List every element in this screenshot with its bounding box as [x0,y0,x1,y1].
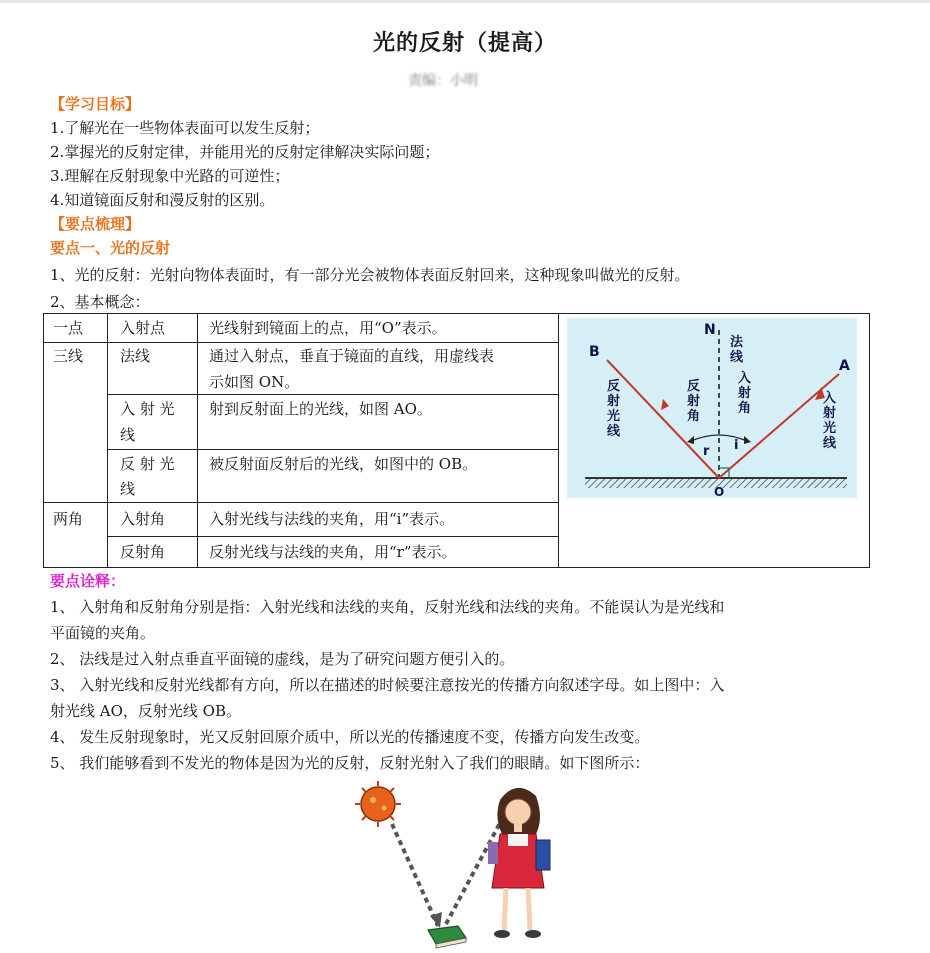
table-cell-term: 线 [120,480,136,498]
reflected-ray [607,360,719,478]
table-cell-group: 三线 [53,347,84,365]
reflection-angle-label: 反射角 [687,379,701,424]
illustration-svg [340,778,580,949]
table-cell-desc: 射到反射面上的光线，如图 AO。 [209,400,432,418]
label-i: i [734,438,739,453]
table-cell-term: 线 [120,426,136,444]
goal-item: 3.理解在反射现象中光路的可逆性； [50,167,290,185]
reflection-diagram-svg [567,318,857,498]
table-cell-desc: 示如图 ON。 [209,373,300,391]
note-line: 平面镜的夹角。 [50,624,156,642]
notes-heading: 要点诠释： [50,572,126,590]
point1-heading: 要点一、光的反射 [50,239,171,257]
reflected-arrow [661,399,669,410]
author-line: 责编：小明 [408,73,478,89]
table-cell-group: 两角 [53,510,84,528]
note-line: 2、 法线是过入射点垂直平面镜的虚线，是为了研究问题方便引入的。 [50,650,515,668]
notes-section [50,568,865,776]
note-line: 4、 发生反射现象时，光又反射回原介质中，所以光的传播速度不变，传播方向发生改变。 [50,728,650,746]
point1-item: 1、光的反射：光射向物体表面时，有一部分光会被物体表面反射回来，这种现象叫做光的反射。 [50,266,690,284]
table-cell-term: 入 射 光 [120,400,175,418]
goal-item: 4.知道镜面反射和漫反射的区别。 [50,191,275,209]
label-O: O [714,485,725,498]
book-icon [428,926,466,948]
girl-figure-icon [488,788,550,938]
table-cell-desc: 被反射面反射后的光线，如图中的 OB。 [209,455,478,473]
note-line: 1、 入射角和反射角分别是指：入射光线和法线的夹角，反射光线和法线的夹角。不能误认为是光线和 [50,598,725,616]
incident-angle-label: 入射角 [738,371,752,416]
points-heading: 【要点梳理】 [50,215,141,233]
table-cell-term: 反 射 光 [120,455,175,473]
table-cell-term: 法线 [120,347,151,365]
goal-item: 1.了解光在一些物体表面可以发生反射； [50,119,320,137]
incident-ray-label: 入射光线 [823,391,837,451]
top-rule [0,0,930,3]
label-r: r [703,444,710,459]
seeing-objects-illustration [340,778,580,949]
label-N: N [704,322,716,338]
reflection-diagram [567,318,857,498]
arc-arrow-right [744,436,751,444]
intro-section [50,92,870,314]
goal-item: 2.掌握光的反射定律，并能用光的反射定律解决实际问题； [50,143,440,161]
label-B: B [589,344,600,360]
light-ray-to-book [392,824,438,926]
note-line: 射光线 AO，反射光线 OB。 [50,702,241,720]
normal-label: 法线 [730,335,744,365]
table-cell-group: 一点 [53,319,84,337]
reflected-ray-label: 反射光线 [607,379,621,439]
note-line: 3、 入射光线和反射光线都有方向，所以在描述的时候要注意按光的传播方向叙述字母。如上图中：入 [50,676,725,694]
table-cell-desc: 光线射到镜面上的点，用“O”表示。 [209,319,447,337]
page-title: 光的反射（提高） [372,30,557,56]
table-cell-term: 反射角 [120,543,166,561]
goals-heading: 【学习目标】 [50,95,141,113]
point1-item: 2、基本概念： [50,293,150,311]
table-cell-term: 入射点 [120,319,166,337]
arc-arrow-left [687,436,694,444]
table-cell-desc: 入射光线与法线的夹角，用“i”表示。 [209,510,455,528]
sun-icon [355,781,401,827]
table-cell-desc: 反射光线与法线的夹角，用“r”表示。 [209,543,457,561]
table-cell-desc: 通过入射点，垂直于镜面的直线，用虚线表 [209,347,495,365]
note-line: 5、 我们能够看到不发光的物体是因为光的反射，反射光射入了我们的眼睛。如下图所示： [50,754,650,772]
label-A: A [839,358,850,374]
table-cell-term: 入射角 [120,510,166,528]
